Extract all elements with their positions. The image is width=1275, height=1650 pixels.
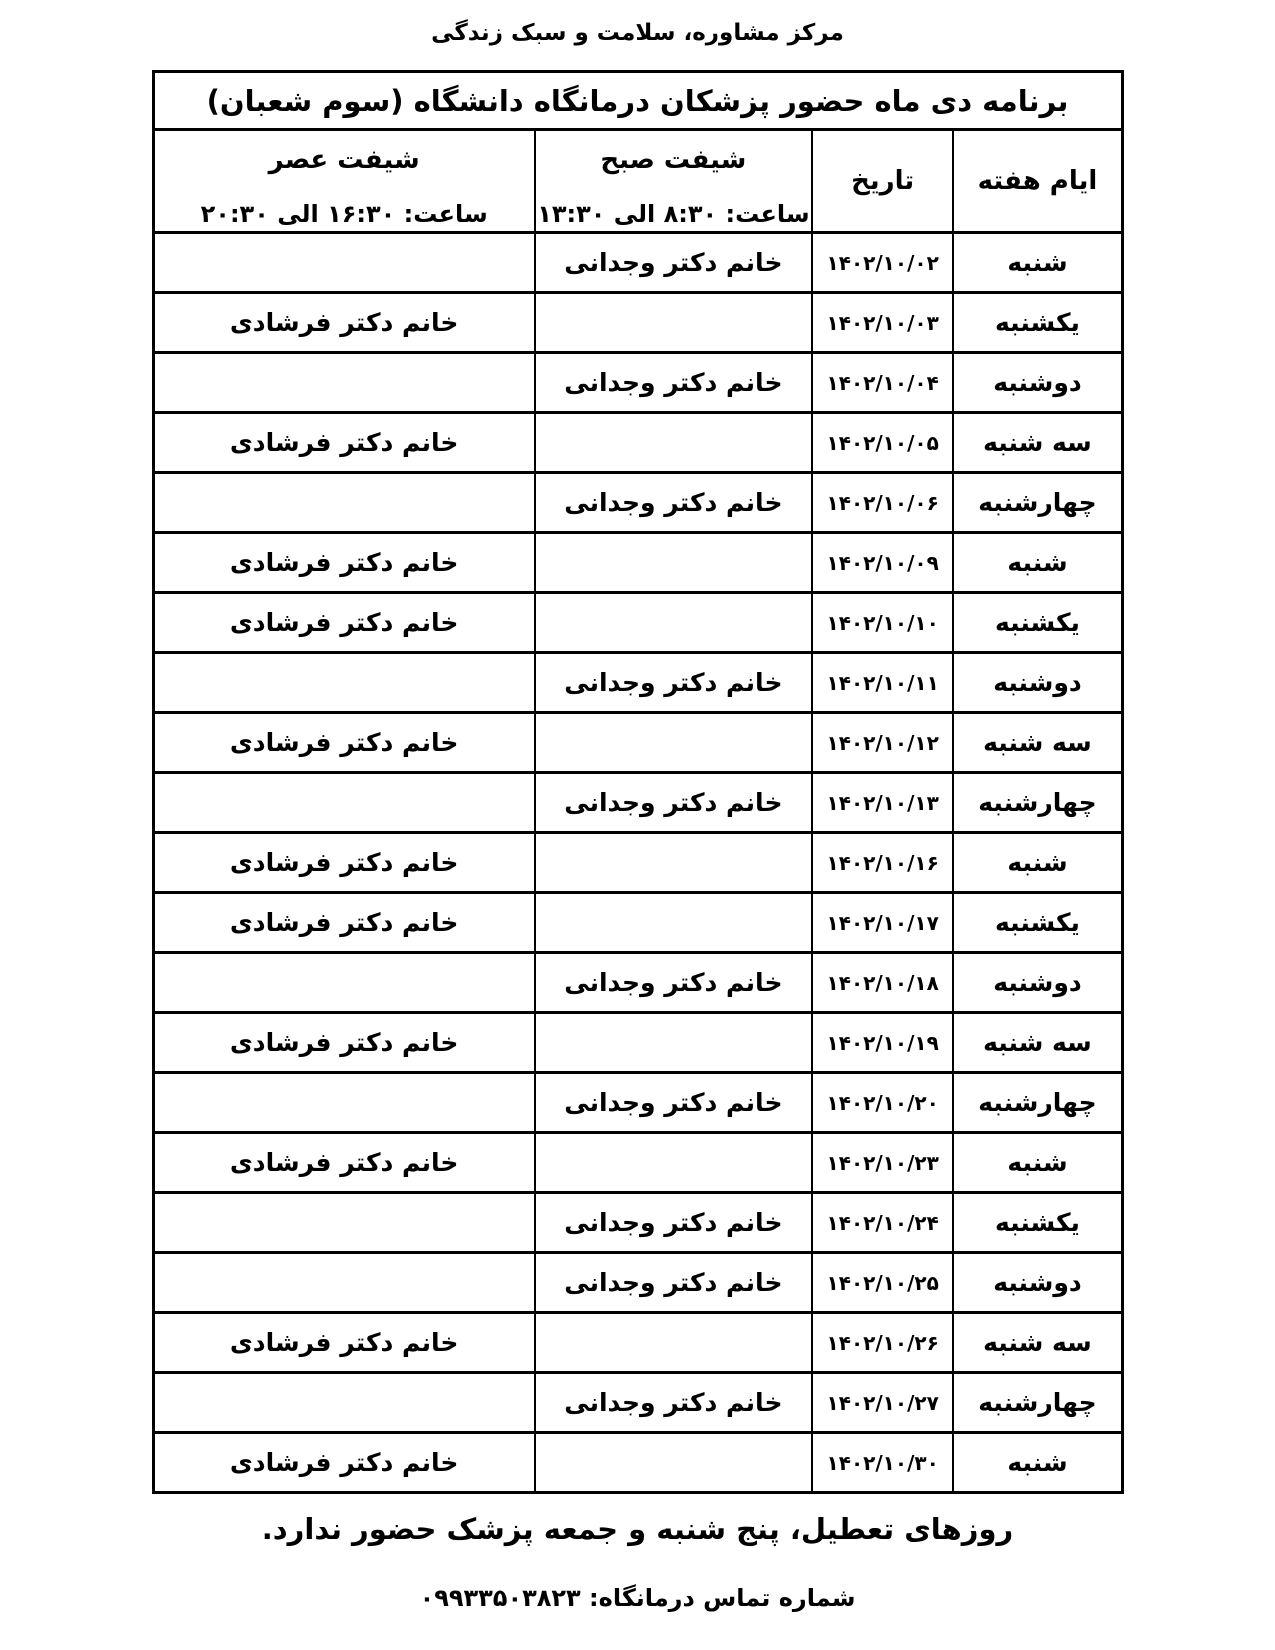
table-row <box>153 353 1122 413</box>
day-cell: سه شنبه <box>953 1313 1122 1373</box>
morning-doctor-cell <box>535 593 812 653</box>
date-cell: ۱۴۰۲/۱۰/۲۷ <box>812 1373 953 1433</box>
morning-shift-hours: ساعت: ۸:۳۰ الی ۱۳:۳۰ <box>537 199 810 228</box>
col-header-morning <box>535 130 812 233</box>
title-row <box>153 72 1122 130</box>
table-row <box>153 233 1122 293</box>
day-cell: سه شنبه <box>953 713 1122 773</box>
evening-doctor-cell: خانم دکتر فرشادی <box>153 533 535 593</box>
date-cell: ۱۴۰۲/۱۰/۰۹ <box>812 533 953 593</box>
table-row <box>153 713 1122 773</box>
day-cell: شنبه <box>953 1433 1122 1493</box>
morning-doctor-cell <box>535 533 812 593</box>
evening-doctor-cell: خانم دکتر فرشادی <box>153 893 535 953</box>
table-row <box>153 1433 1122 1493</box>
morning-doctor-cell <box>535 1313 812 1373</box>
date-cell: ۱۴۰۲/۱۰/۱۸ <box>812 953 953 1013</box>
day-cell: یکشنبه <box>953 893 1122 953</box>
date-cell: ۱۴۰۲/۱۰/۲۶ <box>812 1313 953 1373</box>
day-cell: دوشنبه <box>953 653 1122 713</box>
morning-doctor-cell <box>535 413 812 473</box>
date-cell: ۱۴۰۲/۱۰/۱۳ <box>812 773 953 833</box>
morning-doctor-cell <box>535 293 812 353</box>
date-cell: ۱۴۰۲/۱۰/۲۴ <box>812 1193 953 1253</box>
evening-doctor-cell: خانم دکتر فرشادی <box>153 413 535 473</box>
morning-doctor-cell: خانم دکتر وجدانی <box>535 953 812 1013</box>
morning-doctor-cell: خانم دکتر وجدانی <box>535 1373 812 1433</box>
schedule-table-body <box>153 233 1122 1493</box>
evening-doctor-cell: خانم دکتر فرشادی <box>153 713 535 773</box>
evening-shift-hours: ساعت: ۱۶:۳۰ الی ۲۰:۳۰ <box>200 199 488 228</box>
evening-shift-header <box>159 133 530 230</box>
morning-shift-header <box>537 133 810 230</box>
morning-doctor-cell: خانم دکتر وجدانی <box>535 1073 812 1133</box>
table-row <box>153 1193 1122 1253</box>
schedule-table <box>152 70 1124 1494</box>
morning-doctor-cell: خانم دکتر وجدانی <box>535 653 812 713</box>
evening-shift-label: شیفت عصر <box>268 144 420 175</box>
table-row <box>153 533 1122 593</box>
col-header-date: تاریخ <box>812 130 953 233</box>
table-row <box>153 1013 1122 1073</box>
evening-doctor-cell: خانم دکتر فرشادی <box>153 293 535 353</box>
evening-doctor-cell: خانم دکتر فرشادی <box>153 1013 535 1073</box>
clinic-phone: شماره تماس درمانگاه: ۰۹۹۳۳۵۰۳۸۲۳ <box>419 1584 856 1612</box>
day-cell: شنبه <box>953 533 1122 593</box>
table-row <box>153 893 1122 953</box>
table-row <box>153 593 1122 653</box>
evening-doctor-cell: خانم دکتر فرشادی <box>153 593 535 653</box>
table-title: برنامه دی ماه حضور پزشکان درمانگاه دانشگاه (سوم شعبان) <box>153 72 1122 130</box>
morning-doctor-cell <box>535 1133 812 1193</box>
table-row <box>153 1253 1122 1313</box>
morning-doctor-cell: خانم دکتر وجدانی <box>535 1253 812 1313</box>
morning-doctor-cell <box>535 1433 812 1493</box>
evening-doctor-cell: خانم دکتر فرشادی <box>153 1433 535 1493</box>
evening-doctor-cell <box>153 1373 535 1433</box>
day-cell: سه شنبه <box>953 413 1122 473</box>
date-cell: ۱۴۰۲/۱۰/۰۲ <box>812 233 953 293</box>
column-header-row <box>153 130 1122 233</box>
table-row <box>153 953 1122 1013</box>
date-cell: ۱۴۰۲/۱۰/۱۱ <box>812 653 953 713</box>
evening-doctor-cell <box>153 353 535 413</box>
day-cell: یکشنبه <box>953 1193 1122 1253</box>
date-cell: ۱۴۰۲/۱۰/۰۴ <box>812 353 953 413</box>
evening-doctor-cell <box>153 1253 535 1313</box>
date-cell: ۱۴۰۲/۱۰/۰۵ <box>812 413 953 473</box>
evening-doctor-cell <box>153 1073 535 1133</box>
morning-doctor-cell: خانم دکتر وجدانی <box>535 233 812 293</box>
morning-doctor-cell: خانم دکتر وجدانی <box>535 1193 812 1253</box>
evening-doctor-cell <box>153 473 535 533</box>
table-row <box>153 833 1122 893</box>
date-cell: ۱۴۰۲/۱۰/۱۶ <box>812 833 953 893</box>
morning-doctor-cell: خانم دکتر وجدانی <box>535 353 812 413</box>
evening-doctor-cell: خانم دکتر فرشادی <box>153 1313 535 1373</box>
day-cell: چهارشنبه <box>953 1073 1122 1133</box>
day-cell: چهارشنبه <box>953 473 1122 533</box>
table-row <box>153 1373 1122 1433</box>
table-row <box>153 1133 1122 1193</box>
date-cell: ۱۴۰۲/۱۰/۲۳ <box>812 1133 953 1193</box>
date-cell: ۱۴۰۲/۱۰/۲۵ <box>812 1253 953 1313</box>
day-cell: دوشنبه <box>953 953 1122 1013</box>
evening-doctor-cell: خانم دکتر فرشادی <box>153 833 535 893</box>
morning-doctor-cell <box>535 833 812 893</box>
day-cell: شنبه <box>953 833 1122 893</box>
date-cell: ۱۴۰۲/۱۰/۱۹ <box>812 1013 953 1073</box>
date-cell: ۱۴۰۲/۱۰/۱۰ <box>812 593 953 653</box>
table-row <box>153 653 1122 713</box>
org-title: مرکز مشاوره، سلامت و سبک زندگی <box>431 20 844 46</box>
table-row <box>153 413 1122 473</box>
day-cell: چهارشنبه <box>953 773 1122 833</box>
table-row <box>153 773 1122 833</box>
evening-doctor-cell <box>153 773 535 833</box>
morning-doctor-cell: خانم دکتر وجدانی <box>535 773 812 833</box>
table-row <box>153 473 1122 533</box>
morning-doctor-cell <box>535 893 812 953</box>
date-cell: ۱۴۰۲/۱۰/۰۶ <box>812 473 953 533</box>
table-row <box>153 1073 1122 1133</box>
evening-doctor-cell <box>153 653 535 713</box>
date-cell: ۱۴۰۲/۱۰/۱۲ <box>812 713 953 773</box>
morning-doctor-cell: خانم دکتر وجدانی <box>535 473 812 533</box>
table-row <box>153 1313 1122 1373</box>
date-cell: ۱۴۰۲/۱۰/۳۰ <box>812 1433 953 1493</box>
evening-doctor-cell <box>153 1193 535 1253</box>
table-row <box>153 293 1122 353</box>
day-cell: چهارشنبه <box>953 1373 1122 1433</box>
day-cell: سه شنبه <box>953 1013 1122 1073</box>
col-header-evening <box>153 130 535 233</box>
morning-shift-label: شیفت صبح <box>600 144 747 175</box>
day-cell: دوشنبه <box>953 1253 1122 1313</box>
day-cell: دوشنبه <box>953 353 1122 413</box>
holiday-note: روزهای تعطیل، پنج شنبه و جمعه پزشک حضور ندارد. <box>261 1512 1014 1546</box>
date-cell: ۱۴۰۲/۱۰/۱۷ <box>812 893 953 953</box>
date-cell: ۱۴۰۲/۱۰/۰۳ <box>812 293 953 353</box>
evening-doctor-cell <box>153 233 535 293</box>
day-cell: شنبه <box>953 1133 1122 1193</box>
day-cell: یکشنبه <box>953 293 1122 353</box>
col-header-days: ایام هفته <box>953 130 1122 233</box>
date-cell: ۱۴۰۲/۱۰/۲۰ <box>812 1073 953 1133</box>
morning-doctor-cell <box>535 713 812 773</box>
morning-doctor-cell <box>535 1013 812 1073</box>
day-cell: یکشنبه <box>953 593 1122 653</box>
schedule-table-head <box>153 72 1122 233</box>
evening-doctor-cell <box>153 953 535 1013</box>
day-cell: شنبه <box>953 233 1122 293</box>
evening-doctor-cell: خانم دکتر فرشادی <box>153 1133 535 1193</box>
